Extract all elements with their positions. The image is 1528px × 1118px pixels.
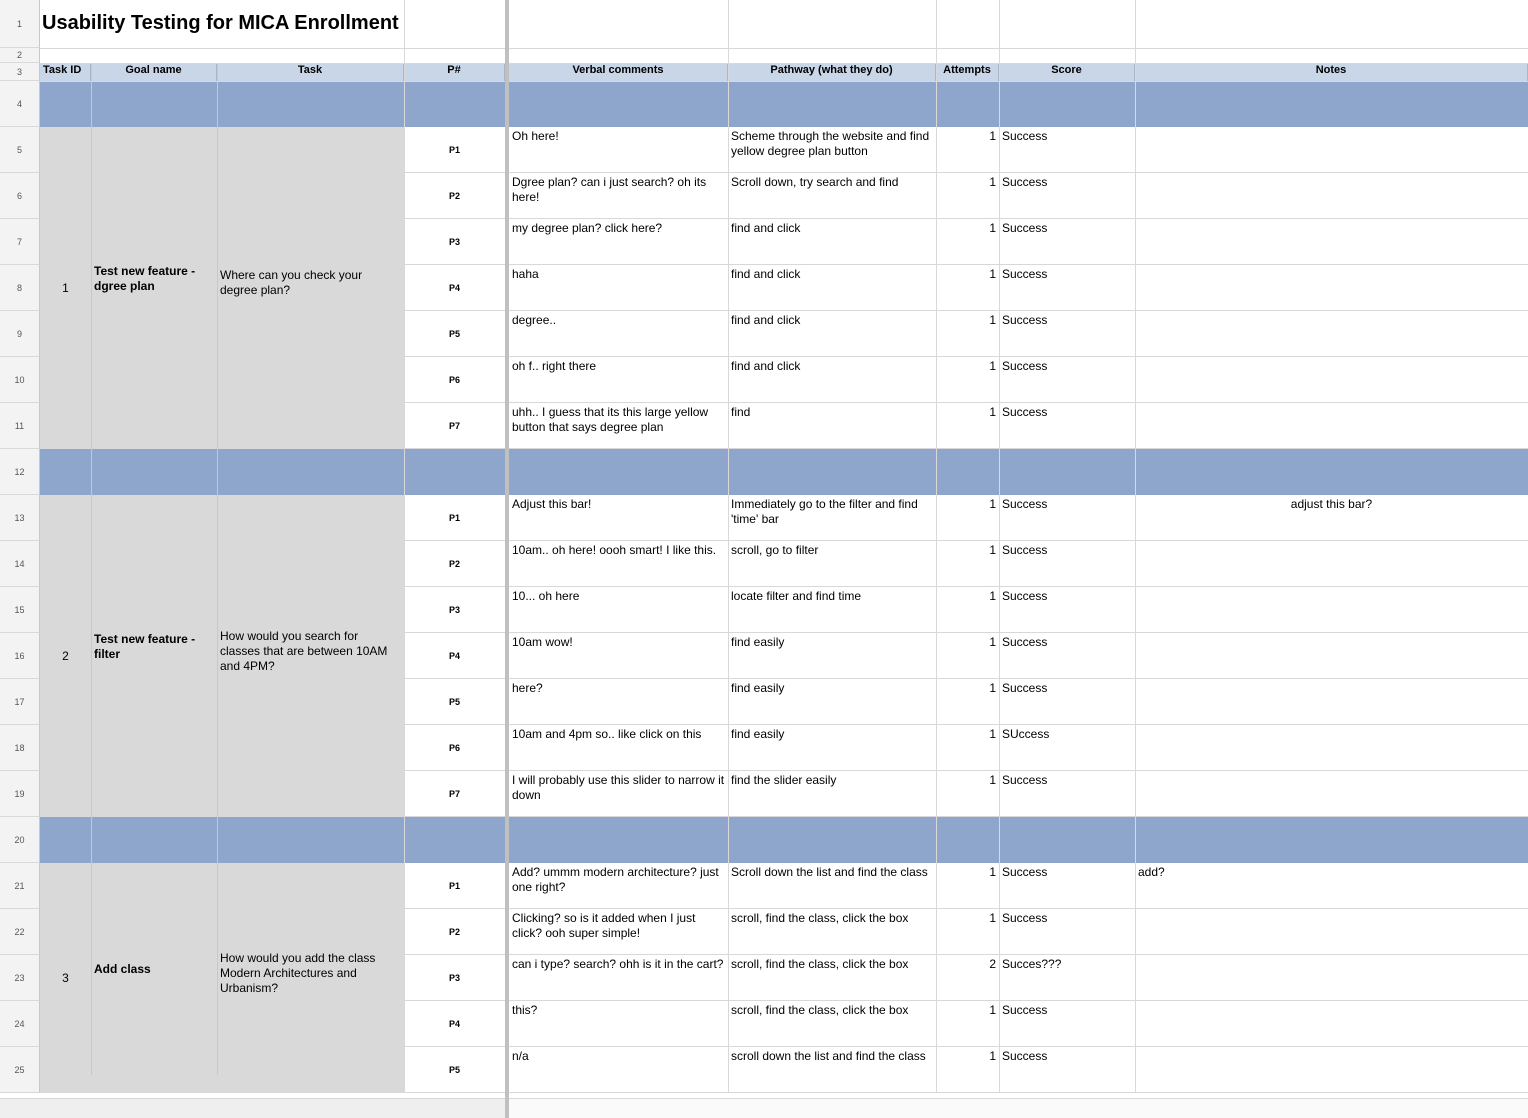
notes[interactable] xyxy=(1135,173,1528,219)
row-number[interactable]: 15 xyxy=(0,587,40,633)
row-number[interactable]: 9 xyxy=(0,311,40,357)
attempts[interactable]: 1 xyxy=(989,359,996,373)
row-gridline xyxy=(40,48,1528,49)
attempts[interactable]: 1 xyxy=(989,911,996,925)
verbal-comment[interactable]: degree.. xyxy=(512,313,557,327)
verbal-comment[interactable]: here? xyxy=(512,681,543,695)
row-number[interactable]: 17 xyxy=(0,679,40,725)
row-number[interactable]: 3 xyxy=(0,63,40,81)
pathway[interactable]: find xyxy=(731,405,751,419)
score[interactable]: Success xyxy=(1002,221,1048,235)
verbal-comment[interactable]: 10... oh here xyxy=(512,589,580,603)
verbal-comment[interactable]: Dgree plan? can i just search? oh its here! xyxy=(512,175,707,204)
participant-id[interactable]: P7 xyxy=(404,403,505,449)
participant-id[interactable]: P3 xyxy=(404,587,505,633)
column-header[interactable]: Notes xyxy=(1135,63,1528,81)
verbal-comment[interactable]: uhh.. I guess that its this large yellow button that says degree plan xyxy=(512,405,709,434)
column-header[interactable]: P# xyxy=(404,63,505,81)
task-id[interactable]: 2 xyxy=(62,648,69,663)
row-gridline xyxy=(40,63,1528,64)
verbal-comment[interactable]: Add? ummm modern architecture? just one right? xyxy=(512,865,719,894)
participant-id[interactable]: P1 xyxy=(404,127,505,173)
verbal-comment[interactable]: 10am wow! xyxy=(512,635,573,649)
column-header[interactable]: Score xyxy=(999,63,1135,81)
task-separator-band xyxy=(40,449,505,495)
participant-id[interactable]: P4 xyxy=(404,1001,505,1047)
score[interactable]: Succes??? xyxy=(1002,957,1062,971)
notes[interactable] xyxy=(1135,679,1528,725)
row-number[interactable]: 2 xyxy=(0,48,40,63)
column-header[interactable]: Attempts xyxy=(936,63,999,81)
participant-id[interactable]: P2 xyxy=(404,909,505,955)
attempts[interactable]: 1 xyxy=(989,267,996,281)
score[interactable]: Success xyxy=(1002,773,1048,787)
row-number[interactable]: 10 xyxy=(0,357,40,403)
row-number[interactable]: 5 xyxy=(0,127,40,173)
notes[interactable] xyxy=(1135,219,1528,265)
freeze-pane-divider[interactable] xyxy=(505,0,509,1118)
row-number[interactable]: 23 xyxy=(0,955,40,1001)
column-header[interactable]: Task ID xyxy=(40,63,91,81)
participant-id[interactable]: P3 xyxy=(404,955,505,1001)
pathway[interactable]: find and click xyxy=(731,313,801,327)
column-header[interactable]: Task xyxy=(217,63,404,81)
attempts[interactable]: 1 xyxy=(989,221,996,235)
notes[interactable] xyxy=(1135,1047,1528,1093)
attempts[interactable]: 1 xyxy=(989,727,996,741)
score[interactable]: Success xyxy=(1002,635,1048,649)
attempts[interactable]: 1 xyxy=(989,773,996,787)
score[interactable]: Success xyxy=(1002,1049,1048,1063)
row-number[interactable]: 18 xyxy=(0,725,40,771)
pathway[interactable]: find easily xyxy=(731,635,785,649)
score[interactable]: Success xyxy=(1002,175,1048,189)
verbal-comment[interactable]: can i type? search? ohh is it in the cart? xyxy=(512,957,724,971)
attempts[interactable]: 1 xyxy=(989,405,996,419)
pathway[interactable]: Scheme through the website and find yellow degree plan button xyxy=(731,129,930,158)
horizontal-scrollbar[interactable] xyxy=(509,1098,1528,1118)
pathway[interactable]: scroll, find the class, click the box xyxy=(731,957,909,971)
participant-id[interactable]: P5 xyxy=(404,679,505,725)
score[interactable]: Success xyxy=(1002,681,1048,695)
row-number[interactable]: 13 xyxy=(0,495,40,541)
pathway[interactable]: find easily xyxy=(731,681,785,695)
pathway[interactable]: find easily xyxy=(731,727,785,741)
column-gridline xyxy=(936,0,937,1093)
attempts[interactable]: 1 xyxy=(989,1049,996,1063)
verbal-comment[interactable]: 10am and 4pm so.. like click on this xyxy=(512,727,702,741)
column-gridline xyxy=(91,63,92,1075)
row-number[interactable]: 21 xyxy=(0,863,40,909)
pathway[interactable]: Scroll down the list and find the class xyxy=(731,865,928,879)
notes[interactable] xyxy=(1135,265,1528,311)
notes[interactable] xyxy=(1135,127,1528,173)
column-gridline xyxy=(1135,0,1136,1093)
participant-id[interactable]: P1 xyxy=(404,495,505,541)
notes[interactable] xyxy=(1135,955,1528,1001)
notes[interactable] xyxy=(1135,587,1528,633)
verbal-comment[interactable]: n/a xyxy=(512,1049,529,1063)
participant-id[interactable]: P4 xyxy=(404,633,505,679)
row-number[interactable]: 16 xyxy=(0,633,40,679)
goal-name[interactable]: Test new feature - filter xyxy=(94,632,196,661)
row-number[interactable]: 4 xyxy=(0,81,40,127)
column-header[interactable]: Verbal comments xyxy=(509,63,728,81)
pathway[interactable]: scroll, go to filter xyxy=(731,543,819,557)
verbal-comment[interactable]: my degree plan? click here? xyxy=(512,221,663,235)
task-separator-band xyxy=(40,817,505,863)
score[interactable]: Success xyxy=(1002,911,1048,925)
score[interactable]: Success xyxy=(1002,543,1048,557)
participant-id[interactable]: P4 xyxy=(404,265,505,311)
row-number[interactable]: 25 xyxy=(0,1047,40,1093)
score[interactable]: Success xyxy=(1002,865,1048,879)
score[interactable]: SUccess xyxy=(1002,727,1050,741)
notes[interactable] xyxy=(1135,403,1528,449)
notes[interactable] xyxy=(1135,909,1528,955)
task-question[interactable]: How would you add the class Modern Architectures and Urbanism? xyxy=(220,950,376,995)
score[interactable]: Success xyxy=(1002,589,1048,603)
pathway[interactable]: find and click xyxy=(731,221,801,235)
verbal-comment[interactable]: oh f.. right there xyxy=(512,359,597,373)
score[interactable]: Success xyxy=(1002,129,1048,143)
participant-id[interactable]: P5 xyxy=(404,311,505,357)
column-header[interactable]: Pathway (what they do) xyxy=(728,63,936,81)
pathway[interactable]: find and click xyxy=(731,359,801,373)
task-separator-band xyxy=(509,449,1528,495)
verbal-comment[interactable]: 10am.. oh here! oooh smart! I like this. xyxy=(512,543,717,557)
notes[interactable] xyxy=(1135,541,1528,587)
notes[interactable] xyxy=(1135,633,1528,679)
row-number[interactable]: 8 xyxy=(0,265,40,311)
participant-id[interactable]: P1 xyxy=(404,863,505,909)
goal-name[interactable]: Test new feature - dgree plan xyxy=(94,264,196,293)
notes[interactable]: add? xyxy=(1138,865,1165,879)
task-question[interactable]: Where can you check your degree plan? xyxy=(220,268,363,297)
row-number[interactable]: 7 xyxy=(0,219,40,265)
verbal-comment[interactable]: Clicking? so is it added when I just click? ooh super simple! xyxy=(512,911,696,940)
score[interactable]: Success xyxy=(1002,1003,1048,1017)
row-number[interactable]: 20 xyxy=(0,817,40,863)
participant-id[interactable]: P5 xyxy=(404,1047,505,1093)
score[interactable]: Success xyxy=(1002,497,1048,511)
verbal-comment[interactable]: haha xyxy=(512,267,539,281)
attempts[interactable]: 1 xyxy=(989,589,996,603)
goal-name[interactable]: Add class xyxy=(94,961,151,976)
score[interactable]: Success xyxy=(1002,313,1048,327)
column-gridline xyxy=(217,63,218,1075)
column-gridline xyxy=(728,0,729,1093)
pathway[interactable]: scroll, find the class, click the box xyxy=(731,911,909,925)
attempts[interactable]: 1 xyxy=(989,681,996,695)
column-gridline xyxy=(999,0,1000,1093)
verbal-comment[interactable]: this? xyxy=(512,1003,538,1017)
task-id[interactable]: 1 xyxy=(62,280,69,295)
notes[interactable]: adjust this bar? xyxy=(1290,497,1373,511)
attempts[interactable]: 1 xyxy=(989,129,996,143)
participant-id[interactable]: P7 xyxy=(404,771,505,817)
row-number[interactable]: 14 xyxy=(0,541,40,587)
page-title: Usability Testing for MICA Enrollment xyxy=(42,12,399,34)
attempts[interactable]: 1 xyxy=(989,1003,996,1017)
notes[interactable] xyxy=(1135,357,1528,403)
pathway[interactable]: find and click xyxy=(731,267,801,281)
task-id[interactable]: 3 xyxy=(62,970,69,985)
task-separator-band xyxy=(509,81,1528,127)
row-number[interactable]: 24 xyxy=(0,1001,40,1047)
participant-id[interactable]: P2 xyxy=(404,173,505,219)
pathway[interactable]: Immediately go to the filter and find 'time' bar xyxy=(731,497,918,526)
attempts[interactable]: 1 xyxy=(989,635,996,649)
pathway[interactable]: locate filter and find time xyxy=(731,589,862,603)
row-number[interactable]: 11 xyxy=(0,403,40,449)
attempts[interactable]: 2 xyxy=(989,957,996,971)
row-number[interactable]: 22 xyxy=(0,909,40,955)
verbal-comment[interactable]: I will probably use this slider to narrow it down xyxy=(512,773,725,802)
row-number[interactable]: 6 xyxy=(0,173,40,219)
score[interactable]: Success xyxy=(1002,359,1048,373)
participant-id[interactable]: P6 xyxy=(404,357,505,403)
score[interactable]: Success xyxy=(1002,267,1048,281)
notes[interactable] xyxy=(1135,725,1528,771)
score[interactable]: Success xyxy=(1002,405,1048,419)
notes[interactable] xyxy=(1135,1001,1528,1047)
verbal-comment[interactable]: Adjust this bar! xyxy=(512,497,592,511)
attempts[interactable]: 1 xyxy=(989,313,996,327)
attempts[interactable]: 1 xyxy=(989,865,996,879)
notes[interactable] xyxy=(1135,771,1528,817)
horizontal-scrollbar[interactable] xyxy=(0,1098,505,1118)
pathway[interactable]: scroll down the list and find the class xyxy=(731,1049,926,1063)
verbal-comment[interactable]: Oh here! xyxy=(512,129,559,143)
task-separator-band xyxy=(40,81,505,127)
participant-id[interactable]: P2 xyxy=(404,541,505,587)
row-number[interactable]: 12 xyxy=(0,449,40,495)
attempts[interactable]: 1 xyxy=(989,175,996,189)
task-question[interactable]: How would you search for classes that are between 10AM and 4PM? xyxy=(220,628,388,673)
pathway[interactable]: scroll, find the class, click the box xyxy=(731,1003,909,1017)
attempts[interactable]: 1 xyxy=(989,497,996,511)
notes[interactable] xyxy=(1135,311,1528,357)
participant-id[interactable]: P6 xyxy=(404,725,505,771)
row-gridline xyxy=(509,1092,1528,1093)
row-gridline xyxy=(40,81,1528,82)
pathway[interactable]: Scroll down, try search and find xyxy=(731,175,899,189)
column-gridline xyxy=(404,0,405,1093)
row-number[interactable]: 1 xyxy=(0,0,40,48)
participant-id[interactable]: P3 xyxy=(404,219,505,265)
column-header[interactable]: Goal name xyxy=(91,63,217,81)
task-separator-band xyxy=(509,817,1528,863)
pathway[interactable]: find the slider easily xyxy=(731,773,837,787)
row-number[interactable]: 19 xyxy=(0,771,40,817)
attempts[interactable]: 1 xyxy=(989,543,996,557)
